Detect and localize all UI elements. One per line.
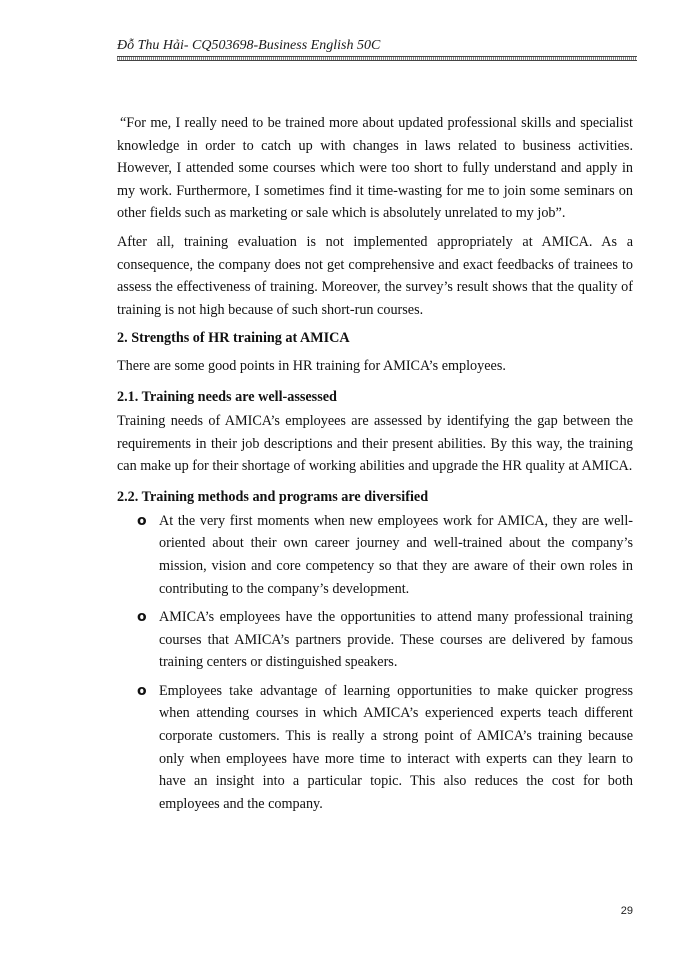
strengths-bullet-list [117,510,633,816]
bullet-icon: o [137,512,147,529]
section-2-intro: There are some good points in HR training for AMICA’s employees. [117,358,506,375]
bullet-item [117,606,633,674]
bullet-icon: o [137,609,147,626]
bullet-item [117,680,633,816]
section-2-heading: 2. Strengths of HR training at AMICA [117,330,350,347]
running-header: Đỗ Thu Hải- CQ503698-Business English 50C [117,38,381,53]
section-2-2-heading: 2.2. Training methods and programs are diversified [117,488,429,505]
interview-quote: “For me, I really need to be trained more about updated professional skills and specialist knowledge in order to catch up with changes in laws related to business activities. However, I attended some courses which were too short to fully understand and apply in my work. Furthermore, I sometimes find it time-wasting for me to join some seminars on other fields such as marketing or sale which is absolutely unrelated to my job”. [117,115,633,222]
header-rule [117,56,637,61]
bullet-text: Employees take advantage of learning opportunities to make quicker progress when attending courses in which AMICA’s experienced experts teach different corporate customers. This is really a strong point of AMICA’s training because only when employees have more time to interact with experts can they learn to have an insight into a particular topic. This also reduces the cost for both employees and the company. [159,682,633,812]
page-number: 29 [620,905,633,917]
section-2-1-text: Training needs of AMICA’s employees are assessed by identifying the gap between the requirements in their job descriptions and their present abilities. By this way, the training can make up for their shortage of working abilities and upgrade the HR quality at AMICA. [117,412,633,475]
bullet-text: AMICA’s employees have the opportunities to attend many professional training courses that AMICA’s partners provide. These courses are delivered by famous training centers or distinguished speakers. [159,609,633,671]
bullet-item [117,510,633,600]
page-body [117,112,633,821]
bullet-text: At the very first moments when new employees work for AMICA, they are well-oriented about their own career journey and well-trained about the company’s mission, vision and core competency so that they are aware of their own roles in contributing to the company’s development. [159,512,633,597]
bullet-icon: o [137,682,147,699]
section-2-1-heading: 2.1. Training needs are well-assessed [117,388,337,405]
evaluation-paragraph: After all, training evaluation is not implemented appropriately at AMICA. As a consequence, the company does not get comprehensive and exact feedbacks of trainees to assess the effectiveness of training. Moreover, the survey’s result shows that the quality of training is not high because of such short-run courses. [117,233,633,318]
